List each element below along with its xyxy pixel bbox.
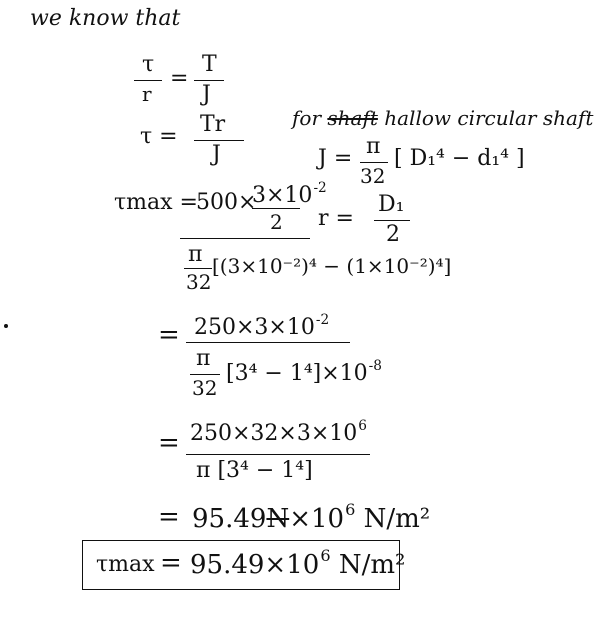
step2-den-pi: π: [196, 346, 211, 371]
note-prefix: for: [292, 106, 322, 130]
step1-den-body: [(3×10⁻²)⁴ − (1×10⁻²)⁴]: [212, 254, 452, 278]
step1-inner-fraction-bar: [252, 208, 300, 209]
final-answer-exp: 6: [320, 546, 331, 565]
margin-dot: [4, 324, 8, 328]
step4-tail: ×10: [289, 504, 345, 535]
step2-num-text: 250×3×10: [194, 315, 315, 341]
tau-fraction-bar: [194, 140, 244, 141]
equals-sign-1: =: [170, 66, 189, 91]
r-den: 2: [386, 222, 400, 247]
step1-num-frac-exp: -2: [313, 180, 327, 196]
step2-den-32: 32: [192, 376, 218, 400]
tau-denominator: J: [212, 142, 221, 167]
step4-exp: 6: [345, 500, 356, 519]
step4-unit: N/m²: [355, 504, 431, 535]
step4-equals: =: [158, 502, 180, 532]
step2-den-body-text: [3⁴ − 1⁴]×10: [226, 361, 368, 387]
lhs-numerator: τ: [142, 52, 155, 77]
note-struck-word: shaft: [327, 106, 378, 130]
step1-den-pi: π: [188, 242, 203, 267]
tau-equals: τ =: [140, 124, 178, 149]
r-fraction-bar: [374, 220, 410, 221]
step2-equals: =: [158, 320, 180, 350]
r-lhs: r =: [318, 206, 354, 231]
j-pi: π: [366, 134, 381, 159]
step1-main-fraction-bar: [180, 238, 310, 239]
step3-numerator: [190, 418, 367, 446]
note-text: [292, 106, 593, 130]
intro-text: we know that: [30, 6, 181, 31]
step3-denominator: π [3⁴ − 1⁴]: [196, 458, 313, 483]
step2-den-body: [226, 358, 382, 386]
rhs-numerator: T: [202, 52, 217, 77]
step3-num-exp: 6: [358, 418, 367, 434]
j-denominator: 32: [360, 164, 386, 188]
final-answer-unit: N/m²: [330, 550, 406, 581]
step2-fraction-bar: [186, 342, 350, 343]
step1-den-pi-bar: [184, 268, 212, 269]
final-answer-label: τmax: [96, 552, 155, 577]
j-lhs: J =: [318, 146, 353, 171]
step3-fraction-bar: [186, 454, 370, 455]
r-num: D₁: [378, 192, 405, 217]
final-answer-equals: =: [160, 548, 182, 578]
step1-num-frac-top-text: 3×10: [252, 183, 313, 209]
final-answer-expression: [190, 546, 405, 580]
step2-numerator: [194, 312, 329, 340]
step2-den-pi-bar: [190, 374, 220, 375]
step3-equals: =: [158, 428, 180, 458]
step4-expression: [192, 500, 430, 534]
tau-numerator: Tr: [200, 112, 226, 137]
step1-label: τmax =: [114, 190, 198, 215]
lhs-fraction-bar: [134, 80, 162, 81]
step2-num-exp: -2: [315, 312, 330, 328]
lhs-denominator: r: [142, 82, 152, 106]
rhs-denominator: J: [202, 82, 211, 107]
j-fraction-bar: [360, 162, 388, 163]
step2-den-exp: -8: [368, 358, 382, 374]
step4-struck-letter: N: [266, 504, 290, 535]
rhs-fraction-bar: [194, 80, 224, 81]
step4-value: 95.49: [192, 504, 267, 535]
step1-num-frac-top: [252, 180, 327, 208]
step1-num-a: 500×: [196, 190, 257, 215]
final-answer-value: 95.49×10: [190, 550, 320, 581]
j-body: [ D₁⁴ − d₁⁴ ]: [394, 146, 525, 171]
note-rest: hallow circular shaft: [384, 106, 594, 130]
step1-num-frac-bot: 2: [270, 210, 283, 234]
step3-num-text: 250×32×3×10: [190, 421, 358, 447]
step1-den-32: 32: [186, 270, 212, 294]
